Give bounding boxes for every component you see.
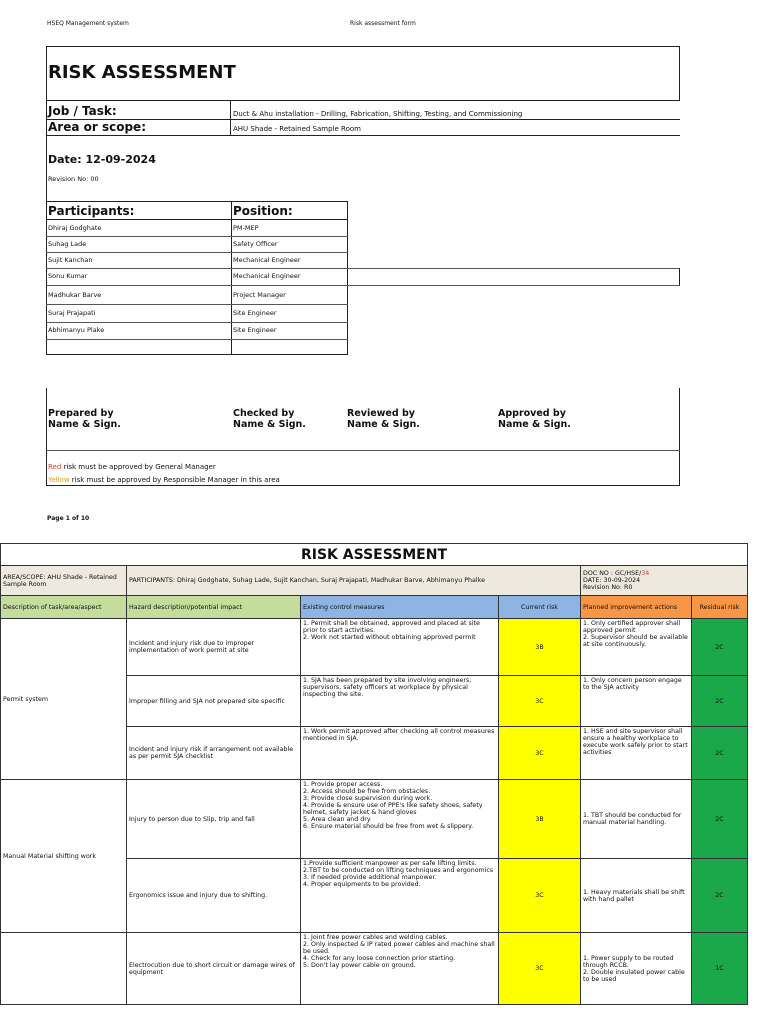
participant-position: Safety Officer — [233, 240, 278, 248]
note-red-word: Red — [48, 463, 62, 471]
controls-cell: 1. SJA has been prepared by site involving engineers, supervisors, safety officers at workplace by physical inspecting the site. — [301, 676, 499, 727]
participants-cell: PARTICIPANTS: Dhiraj Godghate, Suhag Lade, Sujit Kanchan, Suraj Prajapati, Madhukar Barve, Abhimanyu Phalke — [127, 566, 581, 596]
planned-cell: 1. HSE and site supervisor shall ensure a healthy workplace to execute work safely prior to start activities — [581, 727, 692, 780]
hazard-cell: Ergonomics issue and injury due to shifting. — [127, 859, 301, 933]
residual-risk-cell: 1C — [692, 933, 748, 1005]
area-scope-cell: AREA/SCOPE: AHU Shade - Retained Sample Room — [1, 566, 127, 596]
planned-cell: 1. TBT should be conducted for manual material handling. — [581, 780, 692, 859]
participant-name: Suraj Prajapati — [48, 309, 96, 317]
table-row — [1, 933, 748, 1005]
participant-name: Madhukar Barve — [48, 291, 102, 299]
participant-position: Mechanical Engineer — [233, 272, 301, 280]
participant-name: Sujit Kanchan — [48, 256, 93, 264]
job-value: Duct & Ahu installation - Drilling, Fabrication, Shifting, Testing, and Commissioning — [233, 110, 523, 118]
residual-risk-cell: 2C — [692, 619, 748, 676]
hazard-cell: Injury to person due to Slip, trip and fall — [127, 780, 301, 859]
signature-role: Prepared by — [48, 408, 114, 419]
signature-role: Reviewed by — [347, 408, 415, 419]
area-value: AHU Shade - Retained Sample Room — [233, 125, 361, 133]
header-current-risk: Current risk — [499, 596, 581, 619]
table-row — [1, 619, 748, 676]
signature-sub: Name & Sign. — [233, 419, 306, 430]
hazard-cell: Improper filling and SJA not prepared site specific — [127, 676, 301, 727]
controls-cell: 1. Provide proper access. 2. Access should be free from obstacles. 3. Provide close supervision during work. 4. Provide & ensure use of PPE's like safety shoes, safety helmet, safety jacket & hand gloves 5. Area clean and dry 6. Ensure material should be free from wet & slippery. — [301, 780, 499, 859]
hazard-cell: Incident and injury risk if arrangement not available as per permit SJA checklist — [127, 727, 301, 780]
signature-sub: Name & Sign. — [498, 419, 571, 430]
participant-position: Project Manager — [233, 291, 286, 299]
current-risk-cell: 3B — [499, 780, 581, 859]
risk-table-title: RISK ASSESSMENT — [1, 544, 748, 566]
page-title: RISK ASSESSMENT — [48, 62, 236, 83]
participant-name: Sonu Kumar — [48, 272, 88, 280]
risk-table — [0, 543, 748, 1005]
header-hazard: Hazard description/potential impact — [127, 596, 301, 619]
position-label: Position: — [233, 204, 293, 218]
participants-label: Participants: — [48, 204, 135, 218]
header-residual-risk: Residual risk — [692, 596, 748, 619]
participant-name: Dhiraj Godghate — [48, 224, 102, 232]
participant-position: Site Engineer — [233, 326, 277, 334]
doc-no: DOC NO : GC/HSE/ — [583, 570, 642, 577]
signature-sub: Name & Sign. — [347, 419, 420, 430]
doc-info-cell — [581, 566, 748, 596]
controls-cell: 1. Joint free power cables and welding cables. 2. Only inspected & IP rated power cables and machine shall be used. 4. Check for any loose connection prior starting. 5. Don't lay power cable on ground. — [301, 933, 499, 1005]
risk-table-section — [0, 543, 747, 1005]
doc-no-number: 34 — [641, 570, 650, 577]
signature-sub: Name & Sign. — [48, 419, 121, 430]
current-risk-cell: 3C — [499, 727, 581, 780]
planned-cell: 1. Only certified approver shall approved permit 2. Supervisor should be available at site continuously. — [581, 619, 692, 676]
header-form: Risk assessment form — [350, 20, 416, 27]
current-risk-cell: 3B — [499, 619, 581, 676]
task-cell: Permit system — [1, 619, 127, 780]
header-planned: Planned improvement actions — [581, 596, 692, 619]
date-label: Date: 12-09-2024 — [48, 153, 156, 166]
participant-name: Suhag Lade — [48, 240, 87, 248]
header-controls: Existing control measures — [301, 596, 499, 619]
area-label: Area or scope: — [48, 120, 146, 134]
controls-cell: 1.Provide sufficient manpower as per safe lifting limits. 2.TBT to be conducted on lifting techniques and ergonomics 3. If needed provide additional manpower. 4. Proper equipments to be provided. — [301, 859, 499, 933]
current-risk-cell: 3C — [499, 933, 581, 1005]
participant-position: Site Engineer — [233, 309, 277, 317]
participant-position: Mechanical Engineer — [233, 256, 301, 264]
note-yellow-word: Yellow — [48, 476, 70, 484]
hazard-cell: Electrocution due to short circuit or damage wires of equipment — [127, 933, 301, 1005]
controls-cell: 1. Work permit approved after checking all control measures mentioned in SJA. — [301, 727, 499, 780]
residual-risk-cell: 2C — [692, 727, 748, 780]
page-number: Page 1 of 10 — [47, 515, 90, 522]
residual-risk-cell: 2C — [692, 780, 748, 859]
table-row — [1, 780, 748, 859]
task-cell: Manual Material shifting work — [1, 780, 127, 933]
current-risk-cell: 3C — [499, 676, 581, 727]
revision-label: Revision No: 00 — [48, 175, 99, 183]
planned-cell: 1. Only concern person engage to the SJA activity — [581, 676, 692, 727]
note-red-text: risk must be approved by General Manager — [61, 463, 216, 471]
note-yellow-text: risk must be approved by Responsible Manager in this area — [69, 476, 280, 484]
planned-cell: 1. Heavy materials shall be shift with hand pallet — [581, 859, 692, 933]
controls-cell: 1. Permit shall be obtained, approved and placed at site prior to start activities. 2. Work not started without obtaining approved permit — [301, 619, 499, 676]
participant-name: Abhimanyu Plake — [48, 326, 105, 334]
planned-cell: 1. Power supply to be routed through RCCB. 2. Double insulated power cable to be used — [581, 933, 692, 1005]
header-system: HSEQ Management system — [47, 20, 129, 27]
participant-position: PM-MEP — [233, 224, 259, 232]
residual-risk-cell: 2C — [692, 676, 748, 727]
signature-role: Approved by — [498, 408, 566, 419]
task-cell — [1, 933, 127, 1005]
job-label: Job / Task: — [48, 104, 117, 118]
doc-date: DATE: 30-09-2024 — [583, 577, 641, 584]
note-red — [48, 463, 216, 471]
note-yellow — [48, 476, 280, 484]
doc-revision: Revision No: R0 — [583, 584, 633, 591]
header-task: Description of task/area/aspect — [1, 596, 127, 619]
current-risk-cell: 3C — [499, 859, 581, 933]
residual-risk-cell: 2C — [692, 859, 748, 933]
signature-role: Checked by — [233, 408, 295, 419]
hazard-cell: Incident and injury risk due to improper implementation of work permit at site — [127, 619, 301, 676]
